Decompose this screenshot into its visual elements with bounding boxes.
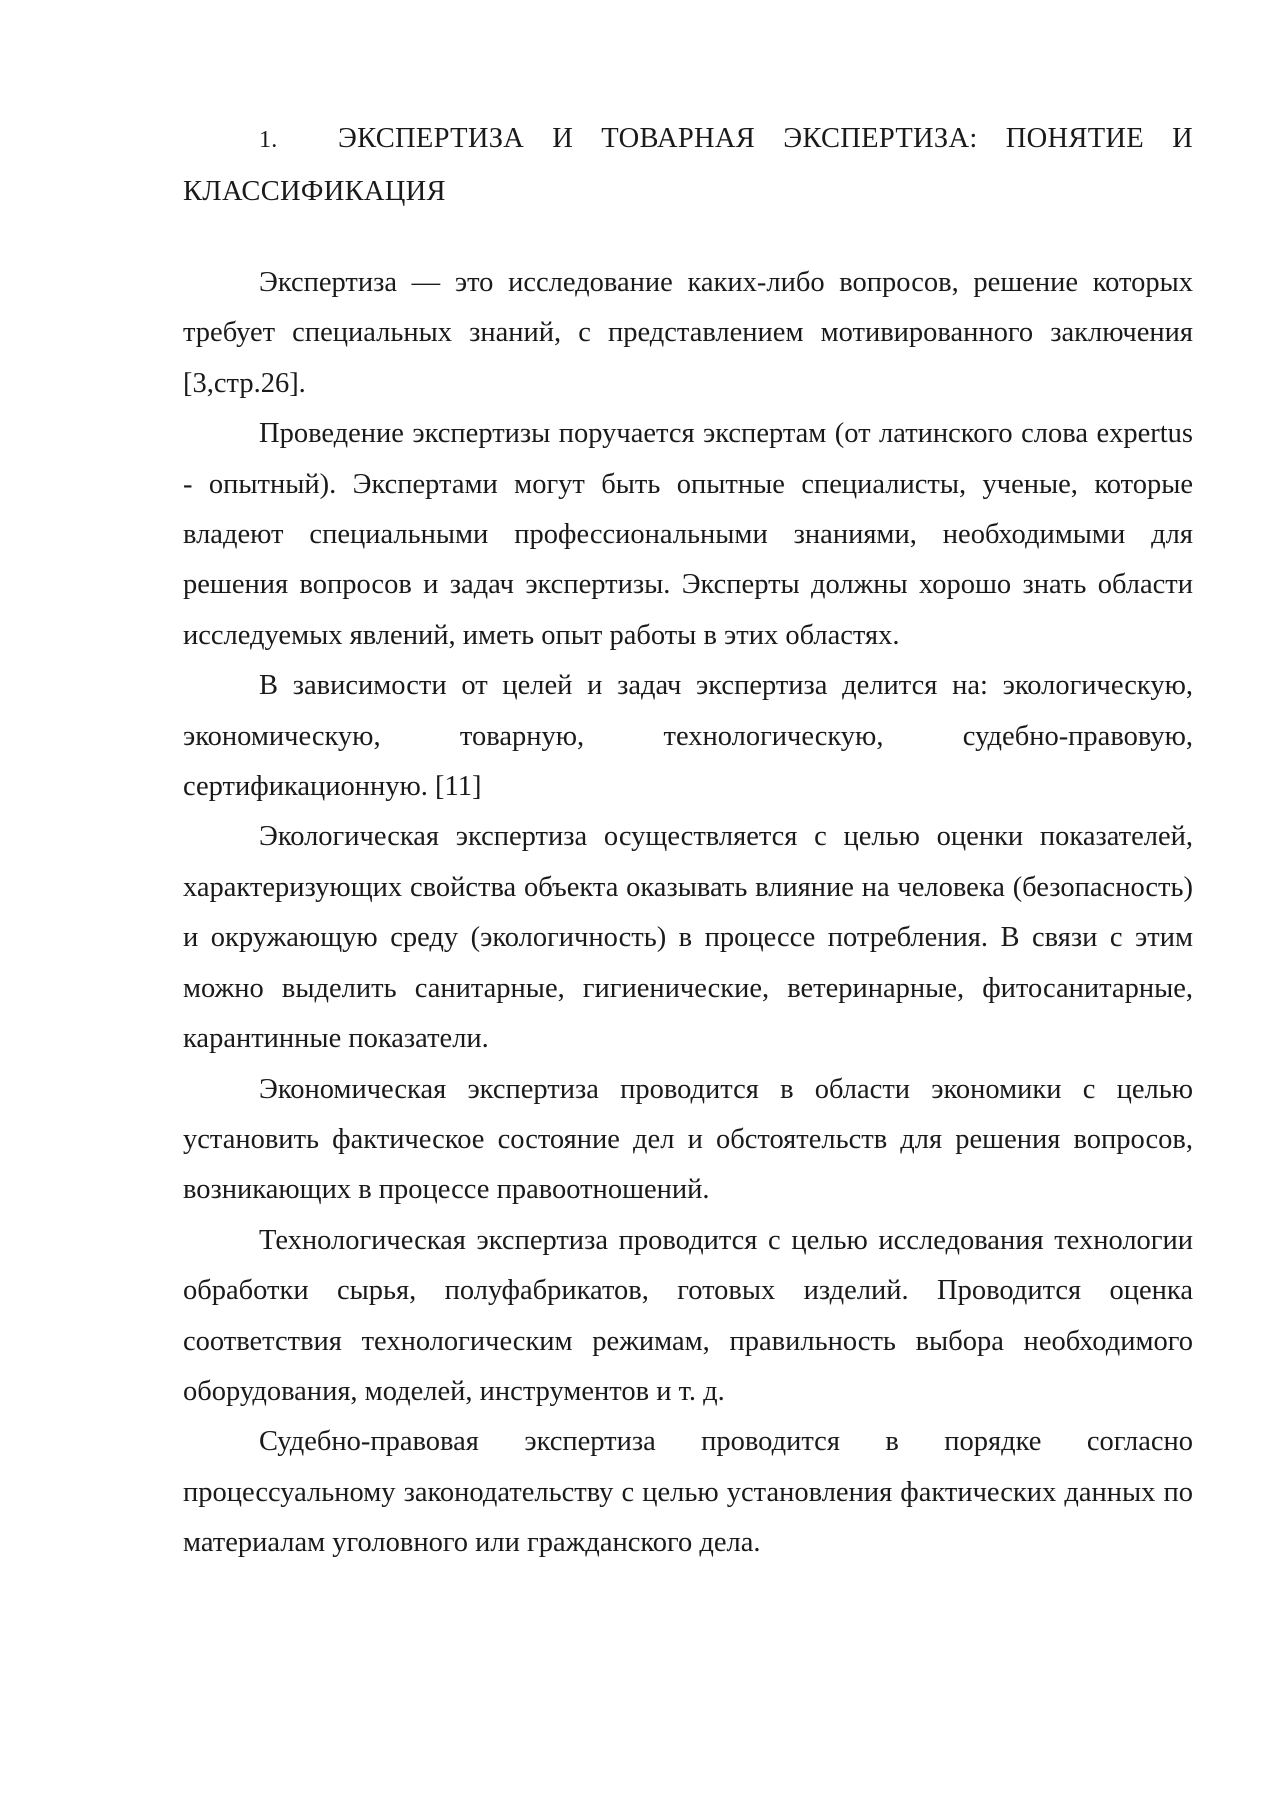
paragraph-technological: Технологическая экспертиза проводится с целью исследования технологии обработки сырья, полуфабрикатов, готовых изделий. Проводится оценка соответствия технологическим режимам, правильность выбора необходимого оборудования, моделей, инструментов и т. д. — [183, 1224, 1193, 1407]
section-number: 1. — [259, 127, 278, 153]
document-body — [183, 113, 1193, 1569]
paragraph-ecological: Экологическая экспертиза осуществляется с целью оценки показателей, характеризующих свойства объекта оказывать влияние на человека (безопасность) и окружающую среду (экологичность) в процессе потребления. В связи с этим можно выделить санитарные, гигиенические, ветеринарные, фитосанитарные, карантинные показатели. — [183, 821, 1193, 1055]
paragraph-classification: В зависимости от целей и задач экспертиза делится на: экологическую, экономическую, товарную, технологическую, судебно-правовую, сертификационную. [11] — [183, 670, 1193, 803]
section-title: ЭКСПЕРТИЗА И ТОВАРНАЯ ЭКСПЕРТИЗА: ПОНЯТИЕ И КЛАССИФИКАЦИЯ — [183, 123, 1193, 207]
paragraph-economic: Экономическая экспертиза проводится в области экономики с целью установить фактическое состояние дел и обстоятельств для решения вопросов, возникающих в процессе правоотношений. — [183, 1073, 1193, 1206]
heading-spacer — [183, 217, 1193, 258]
section-heading — [183, 113, 1193, 217]
paragraph-definition: Экспертиза — это исследование каких-либо вопросов, решение которых требует специальных знаний, с представлением мотивированного заключения [3,стр.26]. — [183, 267, 1193, 399]
paragraph-experts: Проведение экспертизы поручается экспертам (от латинского слова expertus - опытный). Экспертами могут быть опытные специалисты, ученые, которые владеют специальными профессиональными знаниями, необходимыми для решения вопросов и задач экспертизы. Эксперты должны хорошо знать области исследуемых явлений, иметь опыт работы в этих областях. — [183, 418, 1193, 651]
paragraph-legal: Судебно-правовая экспертиза проводится в порядке согласно процессуальному законодательству с целью установления фактических данных по материалам уголовного или гражданского дела. — [183, 1426, 1193, 1559]
